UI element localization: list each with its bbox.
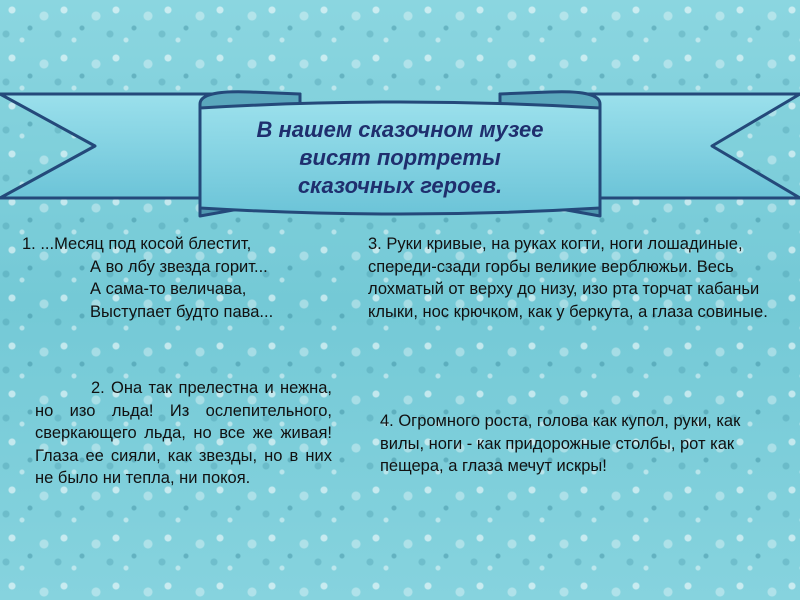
riddle-1-line-1: 1. ...Месяц под косой блестит, [22, 235, 252, 253]
riddle-1-line-2: А во лбу звезда горит... [90, 257, 268, 276]
ribbon-banner [0, 80, 800, 220]
riddle-2: 2. Она так прелестна и нежна, но изо льда! Из ослепительного, сверкающего льда, но все же живая! Глаза ее сияли, как звезды, но в них не было ни тепла, ни покоя. [35, 379, 332, 487]
riddle-1-line-3: А сама-то величава, [90, 280, 247, 298]
riddle-1 [22, 233, 342, 323]
riddle-3: 3. Руки кривые, на руках когти, ноги лошадиные, спереди-сзади горбы великие верблюжьи. Весь лохматый от верху до низу, изо рта торчат кабаньи клыки, нос крючком, как у беркута, а глаза совиные. [368, 235, 768, 321]
riddle-4: 4. Огромного роста, голова как купол, руки, как вилы, ноги - как придорожные столбы, рот как пещера, а глаза мечут искры! [380, 412, 741, 475]
banner-title: В нашем сказочном музее висят портреты сказочных героев. [256, 116, 544, 198]
riddle-1-line-4: Выступает будто пава... [90, 302, 274, 321]
